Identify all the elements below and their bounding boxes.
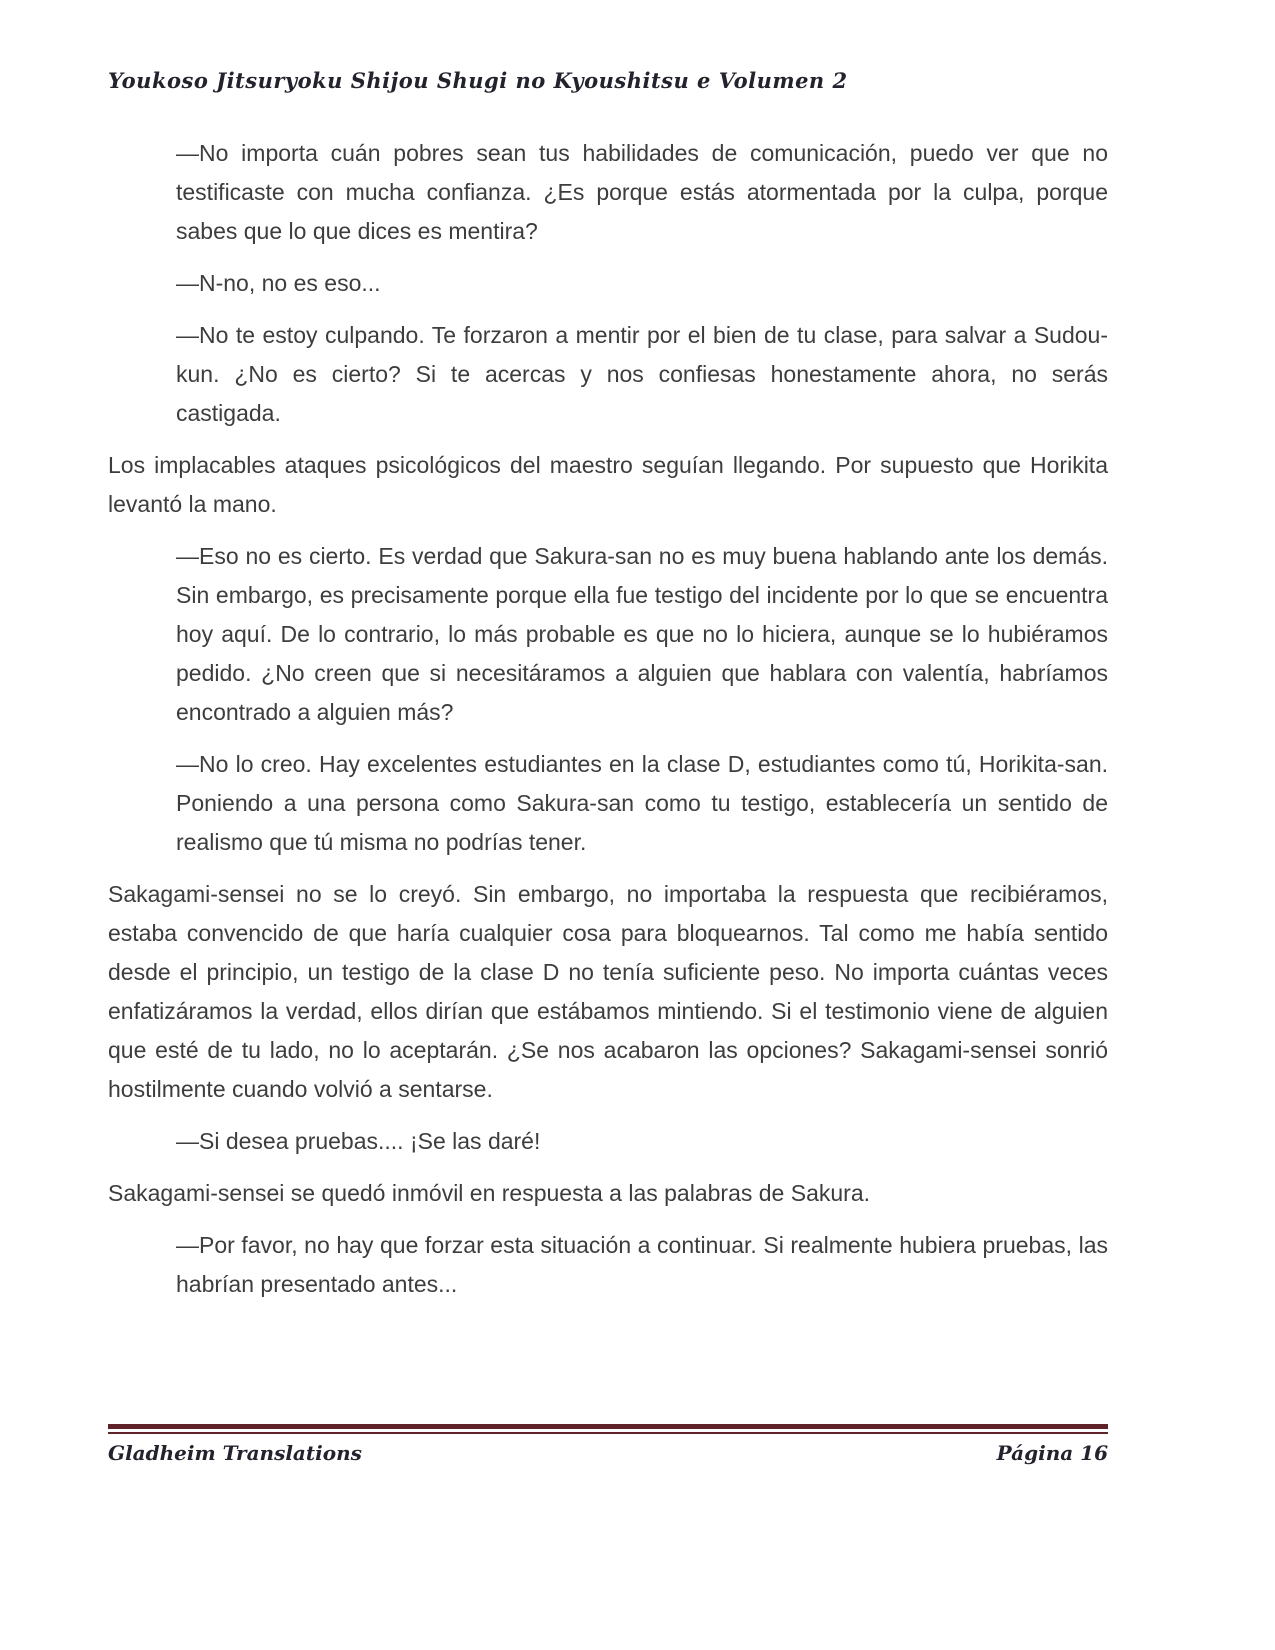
dialogue-paragraph: —Por favor, no hay que forzar esta situación a continuar. Si realmente hubiera pruebas, las habrían presentado antes... (176, 1232, 1108, 1297)
page-header (108, 68, 1167, 93)
narration-paragraph: Sakagami-sensei se quedó inmóvil en respuesta a las palabras de Sakura. (108, 1180, 870, 1206)
dialogue-paragraph: —N-no, no es eso... (176, 270, 381, 296)
document-body (108, 134, 1108, 1317)
narration-paragraph: Sakagami-sensei no se lo creyó. Sin embargo, no importaba la respuesta que recibiéramos, estaba convencido de que haría cualquier cosa para bloquearnos. Tal como me había sentido desde el principio, un testigo de la clase D no tenía suficiente peso. No importa cuántas veces enfatizáramos la verdad, ellos dirían que estábamos mintiendo. Si el testimonio viene de alguien que esté de tu lado, no lo aceptarán. ¿Se nos acabaron las opciones? Sakagami-sensei sonrió hostilmente cuando volvió a sentarse. (108, 881, 1108, 1102)
dialogue-paragraph: —No lo creo. Hay excelentes estudiantes en la clase D, estudiantes como tú, Horikita-san. Poniendo a una persona como Sakura-san como tu testigo, establecería un sentido de realismo que tú misma no podrías tener. (176, 751, 1108, 855)
page-footer (108, 1424, 1108, 1465)
dialogue-paragraph: —No importa cuán pobres sean tus habilidades de comunicación, puedo ver que no testificaste con mucha confianza. ¿Es porque estás atormentada por la culpa, porque sabes que lo que dices es mentira? (176, 140, 1108, 244)
dialogue-paragraph: —Eso no es cierto. Es verdad que Sakura-san no es muy buena hablando ante los demás. Sin embargo, es precisamente porque ella fue testigo del incidente por lo que se encuentra hoy aquí. De lo contrario, lo más probable es que no lo hiciera, aunque se lo hubiéramos pedido. ¿No creen que si necesitáramos a alguien que hablara con valentía, habríamos encontrado a alguien más? (176, 543, 1108, 725)
footer-page-number: Página 16 (996, 1441, 1108, 1465)
narration-paragraph: Los implacables ataques psicológicos del maestro seguían llegando. Por supuesto que Horikita levantó la mano. (108, 452, 1108, 517)
dialogue-paragraph: —Si desea pruebas.... ¡Se las daré! (176, 1128, 541, 1154)
dialogue-paragraph: —No te estoy culpando. Te forzaron a mentir por el bien de tu clase, para salvar a Sudou-kun. ¿No es cierto? Si te acercas y nos confiesas honestamente ahora, no serás castigada. (176, 322, 1108, 426)
footer-rule (108, 1424, 1108, 1434)
footer-translator-label: Gladheim Translations (108, 1441, 362, 1465)
header-title: Youkoso Jitsuryoku Shijou Shugi no Kyoushitsu e Volumen 2 (108, 68, 848, 93)
footer-row (108, 1441, 1108, 1465)
